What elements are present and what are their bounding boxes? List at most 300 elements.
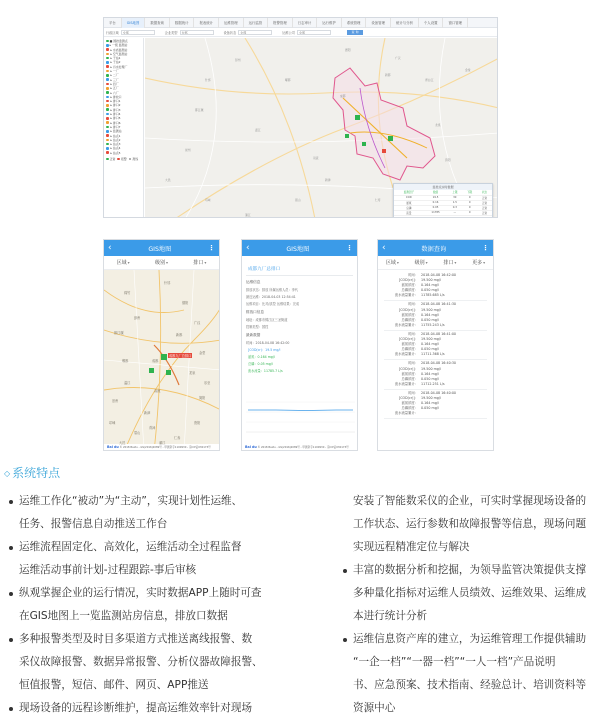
map-place-label: 彭州 — [235, 58, 241, 62]
phone3-header — [378, 240, 493, 256]
status-dot-icon — [106, 40, 109, 43]
tree-item-label: ▸ 排口3 — [109, 107, 121, 112]
map-place-label: 邛崃 — [205, 198, 211, 202]
tree-item-label: ▸ 一级 监测站 — [109, 43, 128, 48]
data-record[interactable] — [384, 360, 487, 389]
map-place-label: 成都 — [340, 94, 346, 98]
status-dot-icon — [106, 134, 109, 137]
status-dot-icon — [106, 78, 109, 81]
map-place-label: 仁寿 — [375, 198, 381, 202]
filter-tab[interactable] — [472, 259, 485, 266]
phone1-map[interactable] — [104, 270, 219, 450]
bullet-icon — [9, 707, 13, 711]
value-ammonia: 氨氮：0.164 mg/l — [248, 355, 275, 359]
tree-item-label: ▸ 排口2 — [109, 103, 121, 108]
menu-item[interactable]: 平台 — [104, 18, 122, 28]
filter-tab[interactable] — [117, 259, 130, 266]
data-record[interactable] — [384, 331, 487, 360]
phone1-footer-text: © 2018 Baidu - GS(2016)2089号 - 甲测资字1100930 - 京ICP证030173号 — [119, 446, 211, 449]
filter-tab-label: 级别 — [154, 260, 165, 266]
phone1-title: GIS地图 — [148, 245, 172, 253]
back-icon[interactable]: ‹ — [382, 243, 386, 253]
filter-tab-label: 排口 — [443, 260, 454, 266]
status-dot-icon — [106, 143, 109, 146]
bullet-icon — [9, 592, 13, 596]
record-value: 2018-04-08 16:40:00 — [421, 390, 457, 395]
popup-cell: 0 — [462, 195, 477, 200]
legend-swatch-icon — [129, 158, 132, 161]
popup-cell: COD — [394, 195, 424, 200]
menu-item[interactable]: 设备管理 — [366, 18, 391, 28]
record-key: [COD(cr)]： — [398, 278, 418, 283]
tree-item-label: ▸ 排口5 — [109, 116, 121, 121]
tree-item-label: ▸ 四厂 — [109, 81, 119, 86]
record-key: 废水流量累计： — [394, 293, 418, 298]
status-dot-icon — [106, 74, 109, 77]
popup-cell: 0 — [462, 210, 477, 215]
map-place-label: 资阳 — [445, 158, 451, 162]
desktop-gis-map[interactable] — [145, 38, 497, 217]
more-icon[interactable]: ⋮ — [345, 244, 353, 252]
feature-item — [8, 697, 298, 720]
filter-label-type: 企业类型 — [164, 30, 178, 35]
map-place-label: 新都 — [385, 73, 391, 77]
record-value: 0.164 mg/l — [421, 312, 439, 317]
popup-row — [394, 210, 492, 215]
filter-tab[interactable] — [443, 259, 456, 266]
record-line — [384, 382, 487, 387]
section-maintenance: 运维信息 — [246, 280, 261, 284]
record-key: [COD(cr)]： — [398, 366, 418, 371]
record-key: 氨氮浓度： — [401, 342, 418, 347]
menu-item[interactable]: 统计与分析 — [391, 18, 419, 28]
tree-item-label: ▸ 排口1 — [109, 99, 121, 104]
menu-item[interactable]: 运行监管 — [244, 18, 269, 28]
phone2-footer-text: © 2018 Baidu - GS(2016)2089号 - 甲测资字1100930 - 京ICP证030173号 — [257, 446, 349, 449]
record-value: 11712.251 L/s — [421, 381, 445, 386]
map-place-label: 广汉 — [395, 56, 401, 60]
section-latest-data: 最新数据 — [246, 333, 261, 337]
phone-data-query — [377, 239, 494, 451]
tree-item-label: ▸ 排口7 — [109, 124, 121, 129]
status-dot-icon — [106, 53, 109, 56]
record-line — [384, 323, 487, 328]
legend-swatch-icon — [106, 158, 109, 161]
tree-item-label: ▸ 站点2 — [109, 137, 121, 142]
record-key: 废水流量累计： — [394, 322, 418, 327]
menu-item[interactable]: 运维管理 — [219, 18, 244, 28]
status-dot-icon — [106, 104, 109, 107]
popup-cell: 0 — [462, 205, 477, 210]
tree-item-label: ▸ 站点5 — [109, 150, 121, 155]
record-key: 氨氮浓度： — [401, 401, 418, 406]
trend-chart — [246, 396, 355, 440]
status-dot-icon — [106, 121, 109, 124]
map-place-label: 温江 — [255, 128, 261, 132]
record-value: 19.500 mg/l — [421, 395, 441, 400]
popup-header-cell: 下限 — [462, 190, 477, 195]
record-key: [COD(cr)]： — [398, 337, 418, 342]
feature-text: 多种报警类型及时目多渠道方式推送离线报警、数 采仪故障报警、数据异常报警、分析仪器故障报警、 恒值报警，短信、邮件、网页、APP推送 — [19, 633, 263, 691]
record-key: 总磷浓度： — [401, 347, 418, 352]
map-place-label: 双流 — [313, 156, 319, 160]
popup-cell: 30 — [447, 195, 462, 200]
menu-item[interactable]: 系统管理 — [342, 18, 367, 28]
record-key: 总磷浓度： — [401, 376, 418, 381]
popup-header-cell: 监测因子 — [394, 190, 424, 195]
menu-item[interactable]: 数据统计 — [170, 18, 195, 28]
record-key: 时间： — [408, 390, 418, 395]
feature-text: 丰富的数据分析和挖掘，为领导监管决策提供支撑 多种量化指标对运维人员绩效、运维效果、运维成 本进行统计分析 — [353, 564, 587, 622]
status-dot-icon — [106, 91, 109, 94]
status-dot-icon — [106, 117, 109, 120]
map-place-label: 乐至 — [204, 381, 211, 385]
value-cod: [COD(cr)：19.5 mg/l — [248, 348, 281, 352]
map-marker-label[interactable]: 成都九厂总排口 — [169, 354, 192, 358]
status-dot-icon — [106, 44, 109, 47]
map-place-label: 广汉 — [194, 321, 201, 325]
record-key: 总磷浓度： — [401, 288, 418, 293]
record-key: 废水流量累计： — [394, 352, 418, 357]
record-key: [COD(cr)]： — [398, 307, 418, 312]
status-dot-icon — [106, 113, 109, 116]
record-value: 0.164 mg/l — [421, 283, 439, 288]
map-place-label: 彭州 — [134, 316, 141, 320]
map-place-label: 什邡 — [164, 281, 171, 285]
filter-tab-label: 排口 — [193, 260, 204, 266]
desktop-filter-bar — [104, 28, 497, 37]
record-value: 0.164 mg/l — [421, 342, 439, 347]
popup-header-cell: 状态 — [477, 190, 492, 195]
popup-cell: 总磷 — [394, 205, 424, 210]
feature-item — [8, 490, 298, 536]
phone2-header — [242, 240, 357, 256]
menu-item[interactable]: 个人设置 — [419, 18, 444, 28]
filter-select-status[interactable]: 全部 — [238, 30, 272, 35]
status-dot-icon — [106, 65, 109, 68]
tree-item-label: ▸ 子站2 — [109, 60, 121, 65]
record-line — [384, 352, 487, 357]
chevron-down-icon: ▾ — [165, 260, 168, 265]
baidu-logo: Bai du — [107, 445, 119, 449]
record-key: 时间： — [408, 361, 418, 366]
record-value: 0.050 mg/l — [421, 288, 439, 293]
filter-label-status: 设备状态 — [223, 30, 237, 35]
map-place-label: 资阳 — [194, 421, 201, 425]
latest-time: 时间：2018-04-08 16:42:00 — [246, 341, 290, 345]
map-place-label: 崇州 — [185, 148, 191, 152]
features-title-text: 系统特点 — [12, 466, 61, 480]
record-key: 氨氮浓度： — [401, 283, 418, 288]
phone1-header — [104, 240, 219, 256]
bullet-icon — [343, 569, 347, 573]
status-dot-icon — [106, 100, 109, 103]
tree-item-label: ▸ 排口4 — [109, 112, 121, 117]
data-record[interactable] — [384, 272, 487, 301]
chevron-down-icon: ▾ — [425, 260, 428, 265]
features-left-column — [8, 490, 298, 720]
phone-gis-map — [103, 239, 220, 451]
tree-item-label: ▸ 二厂 — [109, 73, 119, 78]
map-place-label: 金堂 — [465, 68, 471, 72]
popup-cell: 19.5 — [424, 195, 448, 200]
phone3-tabs — [378, 256, 493, 270]
filter-tab[interactable] — [155, 259, 168, 266]
diamond-icon: ◇ — [4, 469, 11, 478]
map-place-label: 蒲江 — [159, 441, 166, 445]
popup-header-cell: 上限 — [447, 190, 462, 195]
popup-cell: 11785 — [424, 210, 448, 215]
record-key: 废水流量累计： — [394, 411, 418, 416]
feature-item — [342, 559, 598, 628]
status-dot-icon — [106, 130, 109, 133]
status-dot-icon — [106, 48, 109, 51]
data-record[interactable] — [384, 301, 487, 330]
features-right-column — [342, 490, 598, 720]
status-dot-icon — [106, 61, 109, 64]
record-key: 氨氮浓度： — [401, 371, 418, 376]
record-value: 2018-04-08 16:42:00 — [421, 273, 457, 277]
tree-item-label: ▸ 六厂 — [109, 90, 119, 95]
map-place-label: 都江堰 — [114, 331, 124, 335]
status-dot-icon — [106, 57, 109, 60]
phone2-title: GIS地图 — [286, 245, 310, 253]
popup-table — [394, 190, 492, 216]
map-place-label: 绵竹 — [124, 291, 131, 295]
filter-tab-label: 区域 — [385, 260, 396, 266]
record-value: 0.050 mg/l — [421, 347, 439, 352]
status-dot-icon — [106, 70, 109, 73]
popup-cell: 0.16 — [424, 200, 448, 205]
chevron-down-icon: ▾ — [127, 260, 130, 265]
legend-label: 离线 — [132, 157, 139, 162]
popup-cell: 1.5 — [447, 200, 462, 205]
status-dot-icon — [106, 139, 109, 142]
feature-text: 运维信息资产库的建立，为运维管理工作提供辅助 “一企一档”“一器一档”“一人一档”产品说明 书、应急预案、技术指南、经验总计、培训资料等 资源中心 — [353, 633, 587, 714]
record-value: 19.500 mg/l — [421, 278, 441, 283]
popup-cell: 氨氮 — [394, 200, 424, 205]
tree-item-label: ▸ 站点1 — [109, 133, 121, 138]
legend-label: 正常 — [109, 157, 116, 162]
map-place-label: 都江堰 — [195, 108, 204, 112]
chevron-down-icon: ▾ — [396, 260, 399, 265]
section-outlet: 排放口信息 — [246, 310, 264, 314]
map-place-label: 邛崃 — [109, 421, 116, 425]
tree-item-label: ▸ 一厂 — [109, 69, 119, 74]
tree-item-label: ▸ 三厂 — [109, 77, 119, 82]
record-value: 11785.685 L/s — [421, 293, 445, 298]
record-value: 19.500 mg/l — [421, 307, 441, 312]
map-place-label: 成都 — [152, 359, 159, 363]
bullet-icon — [9, 638, 13, 642]
status-dot-icon — [106, 108, 109, 111]
popup-cell: — — [447, 210, 462, 215]
record-key: 氨氮浓度： — [401, 312, 418, 317]
map-place-label: 仁寿 — [174, 436, 181, 440]
legend-swatch-icon — [117, 158, 120, 161]
map-place-label: 新津 — [144, 411, 151, 415]
desktop-screenshot — [103, 17, 498, 218]
map-place-label: 双流 — [154, 389, 161, 393]
record-line — [384, 411, 487, 416]
map-place-label: 郫都 — [122, 359, 129, 363]
record-value: 11755.243 L/s — [421, 322, 445, 327]
popup-cell: 0.3 — [447, 205, 462, 210]
feature-item — [8, 536, 298, 582]
status-dot-icon — [106, 87, 109, 90]
map-place-label: 新都 — [176, 333, 183, 337]
record-list — [378, 270, 493, 450]
chevron-down-icon: ▾ — [454, 260, 457, 265]
value-phosphorus: 总磷：0.05 mg/l — [248, 362, 273, 366]
status-dot-icon — [106, 96, 109, 99]
popup-cell: 正常 — [477, 205, 492, 210]
tree-item-label: ▸ 水质监测站 — [109, 47, 128, 52]
feature-item — [342, 628, 598, 720]
legend-label: 报警 — [120, 157, 127, 162]
tree-item[interactable] — [106, 151, 143, 155]
tree-item-label: ▸ 站点4 — [109, 146, 121, 151]
map-place-label: 眉山 — [295, 198, 301, 202]
filter-tab[interactable] — [415, 259, 428, 266]
data-record[interactable] — [384, 390, 487, 419]
record-key: 总磷浓度： — [401, 317, 418, 322]
map-place-label: 大邑 — [119, 441, 126, 445]
popup-cell: 流量 — [394, 210, 424, 215]
filter-select-company[interactable]: 全部 — [297, 30, 331, 35]
filter-tab-label: 区域 — [116, 260, 127, 266]
tree-item-label: ▸ 子站1 — [109, 56, 121, 61]
map-place-label: 新津 — [325, 178, 331, 182]
record-value: 2018-04-08 16:41:00 — [421, 331, 457, 336]
record-value: 0.050 mg/l — [421, 317, 439, 322]
map-place-label: 青白江 — [425, 78, 434, 82]
record-value: 19.500 mg/l — [421, 337, 441, 342]
more-icon[interactable]: ⋮ — [481, 244, 489, 252]
baidu-logo: Bai du — [245, 445, 257, 449]
record-key: 总磷浓度： — [401, 406, 418, 411]
legend — [106, 157, 143, 161]
record-key: 时间： — [408, 331, 418, 336]
detail-row: 排放状态：排放 所属运维人员：李代 — [246, 288, 299, 292]
chevron-down-icon: ▾ — [204, 260, 207, 265]
district-boundary — [333, 68, 435, 180]
feature-item — [8, 582, 298, 628]
record-value: 2018-04-08 16:41:30 — [421, 302, 457, 307]
feature-text: 纵观掌握企业的运行情况，实时数据APP上随时可查 在GIS地图上一览监测站房信息，排放口数据 — [19, 587, 262, 622]
menu-item[interactable]: 报警管理 — [268, 18, 293, 28]
record-key: 废水流量累计： — [394, 381, 418, 386]
popup-header-cell: 数值 — [424, 190, 448, 195]
feature-text: 安装了智能数采仪的企业，可实时掌握现场设备的 工作状态、运行参数和故障报警等信息，现场问题 实现远程精准定位与解决 — [353, 495, 587, 553]
popup-cell: 正常 — [477, 195, 492, 200]
record-value: 0.164 mg/l — [421, 371, 439, 376]
phone-site-detail — [241, 239, 358, 451]
back-icon[interactable]: ‹ — [108, 243, 112, 253]
map-place-label: 温江 — [124, 381, 131, 385]
menu-item[interactable]: 数据查询 — [145, 18, 170, 28]
map-place-label: 崇州 — [112, 399, 119, 403]
map-place-label: 德阳 — [182, 301, 189, 305]
tree-item-label: ▸ 排口6 — [109, 120, 121, 125]
record-key: 时间： — [408, 302, 418, 307]
popup-cell: 正常 — [477, 210, 492, 215]
record-value: 19.500 mg/l — [421, 366, 441, 371]
record-value: 11711.368 L/s — [421, 352, 445, 357]
record-value: 2018-04-08 16:40:30 — [421, 361, 457, 366]
map-place-label: 郫都 — [285, 78, 291, 82]
filter-label-company: 运维公司 — [282, 30, 295, 35]
more-icon[interactable]: ⋮ — [207, 244, 215, 252]
bullet-icon — [9, 546, 13, 550]
features-title — [4, 464, 60, 481]
filter-tab-label: 级别 — [414, 260, 425, 266]
filter-tab[interactable] — [193, 259, 206, 266]
status-dot-icon — [106, 147, 109, 150]
feature-text: 运维工作化“被动”为“主动”，实现计划性运维、 任务、报警信息自动推送工作台 — [19, 495, 243, 530]
filter-select-region[interactable]: 全部 — [121, 30, 155, 35]
feature-text: 运维流程固定化、高效化，运维活动全过程监督 运维活动事前计划-过程跟踪-事后审核 — [19, 541, 242, 576]
record-key: [COD(cr)]： — [398, 395, 418, 400]
feature-item — [8, 628, 298, 697]
filter-label-region: 行政区域 — [106, 30, 119, 35]
site-data-popup — [393, 183, 493, 217]
trend-line — [248, 410, 353, 411]
record-value: 0.050 mg/l — [421, 406, 439, 411]
map-place-label: 简阳 — [199, 396, 206, 400]
record-value: 0.050 mg/l — [421, 376, 439, 381]
filter-tab-label: 更多 — [472, 260, 483, 266]
query-button[interactable]: 查 询 — [347, 30, 363, 35]
record-line — [384, 293, 487, 298]
status-dot-icon — [106, 126, 109, 129]
menu-item[interactable]: 窗口管理 — [443, 18, 468, 28]
phone3-title: 数据查询 — [421, 245, 447, 253]
site-tree — [104, 38, 144, 217]
feature-item — [342, 490, 598, 559]
menu-item[interactable]: 报表统计 — [194, 18, 219, 28]
tree-item-label: ▸ 站点3 — [109, 142, 121, 147]
map-place-label: 金堂 — [199, 351, 206, 355]
detail-row: 最近运维：2018-04-03 12:54:41 — [246, 295, 296, 299]
tree-item-label: ▸ 排放口 — [109, 94, 122, 99]
tree-item-label: ■ 国控监测点 — [109, 39, 128, 43]
site-name: 成都九厂总排口 — [246, 263, 353, 276]
phone2-map-footer — [242, 444, 357, 450]
popup-cell: 0.05 — [424, 205, 448, 210]
popup-cell: 0 — [462, 200, 477, 205]
menu-item[interactable]: GIS地图 — [122, 18, 146, 28]
detail-row: 运维项目：比对/质控 运维结果：完成 — [246, 302, 300, 306]
popup-cell: 正常 — [477, 200, 492, 205]
map-place-label: 龙泉 — [189, 371, 196, 375]
record-value: 0.164 mg/l — [421, 401, 439, 406]
filter-tab[interactable] — [386, 259, 399, 266]
bullet-icon — [9, 500, 13, 504]
map-place-label: 眉山 — [134, 431, 141, 435]
value-flow: 废水流量：11785.7 L/s — [248, 369, 283, 373]
map-place-label: 德阳 — [345, 48, 351, 52]
detail-row: 控制类型：国控 — [246, 325, 269, 329]
menu-item[interactable]: 运行维护 — [317, 18, 342, 28]
map-place-label: 大邑 — [165, 178, 171, 182]
popup-title: 监控点实时数据 — [394, 184, 492, 190]
desktop-menu-bar — [104, 18, 497, 28]
filter-select-type[interactable]: 全部 — [180, 30, 214, 35]
back-icon[interactable]: ‹ — [246, 243, 250, 253]
menu-item[interactable]: 日志审计 — [293, 18, 318, 28]
map-place-label: 什邡 — [205, 78, 211, 82]
